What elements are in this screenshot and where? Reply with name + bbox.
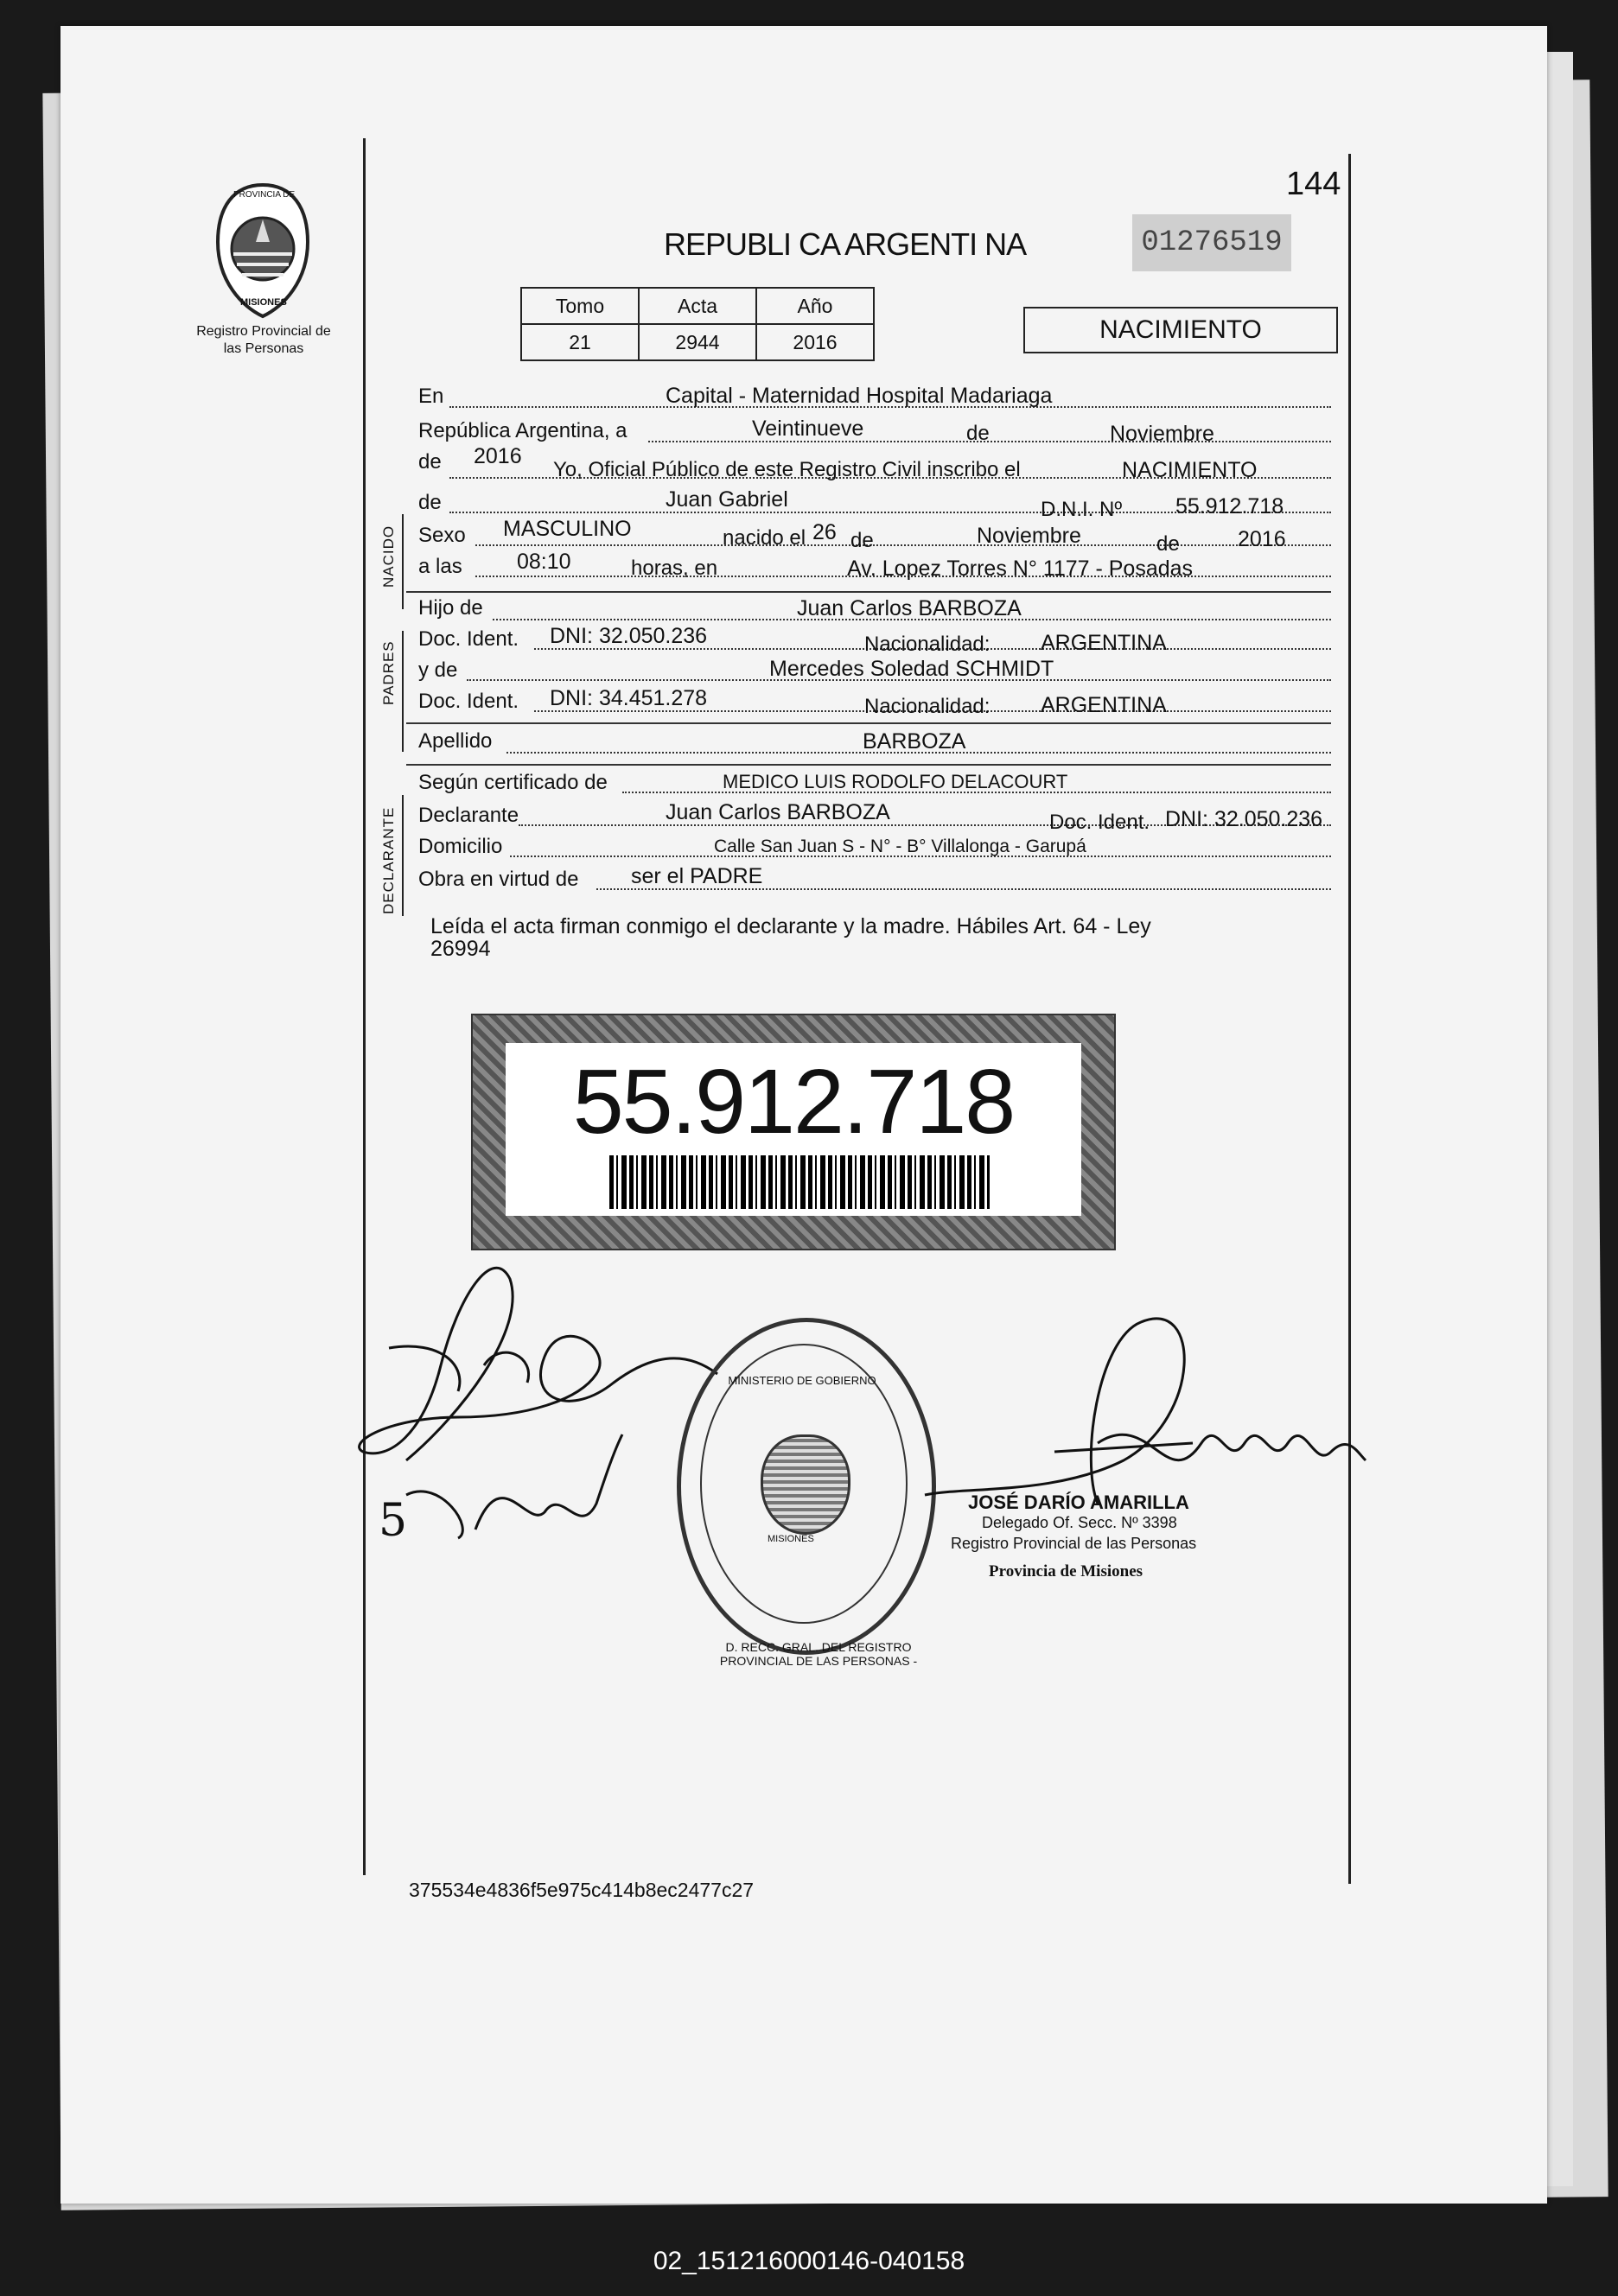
section-label-padres: PADRES: [380, 640, 397, 705]
apellido-label: Apellido: [418, 729, 493, 753]
day-value: Veintinueve: [752, 417, 864, 441]
province-seal-logo: [214, 181, 311, 320]
section-rule: [406, 591, 1331, 593]
section-label-nacido: NACIDO: [380, 525, 397, 588]
table-header: Acta: [639, 288, 756, 324]
image-caption: 02_151216000146-040158: [653, 2247, 965, 2275]
stamp-ring-text: D. RECC. GRAL. DEL REGISTRO PROVINCIAL DE LAS PERSONAS -: [719, 1640, 918, 1668]
domicilio-label: Domicilio: [418, 835, 503, 858]
birth-certificate-page: [61, 26, 1547, 2204]
mother-signature: [372, 1426, 648, 1555]
lugar-value: Av. Lopez Torres N° 1177 - Posadas: [847, 557, 1194, 581]
nacido-label: nacido el: [723, 526, 806, 550]
alas-label: a las: [418, 555, 462, 578]
month-value: Noviembre: [1110, 422, 1214, 446]
apellido-value: BARBOZA: [863, 729, 966, 754]
year-value: 2016: [474, 444, 522, 468]
register-table: [520, 287, 875, 361]
de2-label: de: [418, 450, 442, 474]
section-rule: [406, 722, 1331, 724]
table-cell: 2944: [639, 324, 756, 360]
stamp-inner-text: MINISTERIO DE GOBIERNO: [728, 1374, 876, 1387]
decl-label: Declarante: [418, 804, 519, 827]
barcode-label: [506, 1043, 1081, 1216]
dni-label: D.N.I. Nº: [1041, 498, 1123, 521]
horas-label: horas, en: [631, 557, 718, 580]
right-margin-line: [1348, 154, 1351, 1884]
table-header: Tomo: [521, 288, 639, 324]
act-type-box: NACIMIENTO: [1023, 307, 1338, 353]
official-role: Delegado Of. Secc. Nº 3398: [982, 1514, 1177, 1531]
stamp-seal-icon: [761, 1434, 850, 1535]
hijo-label: Hijo de: [418, 596, 483, 620]
oficial-text: Yo, Oficial Público de este Registro Civil inscribo el: [553, 458, 1021, 481]
left-margin-line: [363, 138, 366, 1875]
doc2-value: DNI: 34.451.278: [550, 686, 708, 710]
doc3-value: DNI: 32.050.236: [1165, 807, 1323, 831]
logo-caption: Registro Provincial de las Personas: [196, 324, 331, 356]
stamp-center-text: MISIONES: [768, 1534, 814, 1544]
table-header: Año: [756, 288, 874, 324]
page-number: 144: [1286, 166, 1341, 202]
dni-barcode-sticker: [471, 1014, 1116, 1250]
nac-month: Noviembre: [977, 524, 1081, 548]
republica-label: República Argentina, a: [418, 419, 627, 442]
inscribo-value: NACIMIENTO: [1122, 458, 1258, 482]
barcode-icon: [609, 1155, 990, 1209]
official-name: JOSÉ DARÍO AMARILLA: [968, 1491, 1189, 1513]
de4-label: de: [850, 529, 874, 552]
nac1-value: ARGENTINA: [1041, 631, 1167, 655]
document-hash: 375534e4836f5e975c414b8ec2477c27: [409, 1879, 755, 1901]
sexo-value: MASCULINO: [503, 517, 632, 541]
section-divider: [402, 795, 404, 916]
note-line-1: Leída el acta firman conmigo el declarante y la madre. Hábiles Art. 64 - Ley: [430, 914, 1151, 938]
dotted-line: [648, 441, 1331, 442]
section-divider: [402, 631, 404, 752]
barcode-number: 55.912.718: [572, 1051, 1015, 1153]
table-cell: 2016: [756, 324, 874, 360]
cert-label: Según certificado de: [418, 771, 608, 794]
doc1-value: DNI: 32.050.236: [550, 624, 708, 648]
logo-text-top: PROVINCIA DE: [233, 190, 296, 200]
document-title: REPUBLI CA ARGENTI NA: [664, 226, 1027, 262]
doc1-label: Doc. Ident.: [418, 627, 519, 651]
section-rule: [406, 764, 1331, 766]
hora-value: 08:10: [517, 550, 571, 574]
dotted-line: [475, 544, 1331, 546]
padre-value: Juan Carlos BARBOZA: [797, 596, 1022, 620]
madre-value: Mercedes Soledad SCHMIDT: [769, 657, 1054, 681]
obra-value: ser el PADRE: [631, 864, 763, 888]
section-divider: [402, 514, 404, 609]
doc2-label: Doc. Ident.: [418, 690, 519, 713]
official-province: Provincia de Misiones: [989, 1562, 1143, 1580]
de-label: de: [966, 422, 990, 445]
official-office: Registro Provincial de las Personas: [951, 1535, 1197, 1552]
yde-label: y de: [418, 658, 458, 682]
serial-number: 01276519: [1132, 214, 1291, 271]
mother-signature-initial: 5: [379, 1495, 408, 1547]
de3-label: de: [418, 491, 442, 514]
domicilio-value: Calle San Juan S - N° - B° Villalonga - Garupá: [714, 836, 1086, 856]
section-label-declarante: DECLARANTE: [380, 806, 397, 914]
doc3-label: Doc. Ident.: [1049, 811, 1150, 834]
nac-day: 26: [812, 520, 837, 544]
nac1-label: Nacionalidad:: [864, 633, 991, 656]
dni-value: 55.912.718: [1175, 494, 1284, 518]
sexo-label: Sexo: [418, 524, 466, 547]
table-cell: 21: [521, 324, 639, 360]
decl-value: Juan Carlos BARBOZA: [666, 800, 890, 824]
de5-label: de: [1156, 532, 1180, 556]
nac-year: 2016: [1238, 527, 1286, 551]
logo-text-bottom: MISIONES: [240, 297, 287, 308]
en-label: En: [418, 385, 444, 408]
nombre-value: Juan Gabriel: [666, 487, 788, 512]
en-value: Capital - Maternidad Hospital Madariaga: [666, 384, 1053, 408]
cert-value: MEDICO LUIS RODOLFO DELACOURT: [723, 771, 1068, 792]
note-line-2: 26994: [430, 937, 491, 961]
nac2-label: Nacionalidad:: [864, 695, 991, 718]
obra-label: Obra en virtud de: [418, 868, 579, 891]
nac2-value: ARGENTINA: [1041, 693, 1167, 717]
